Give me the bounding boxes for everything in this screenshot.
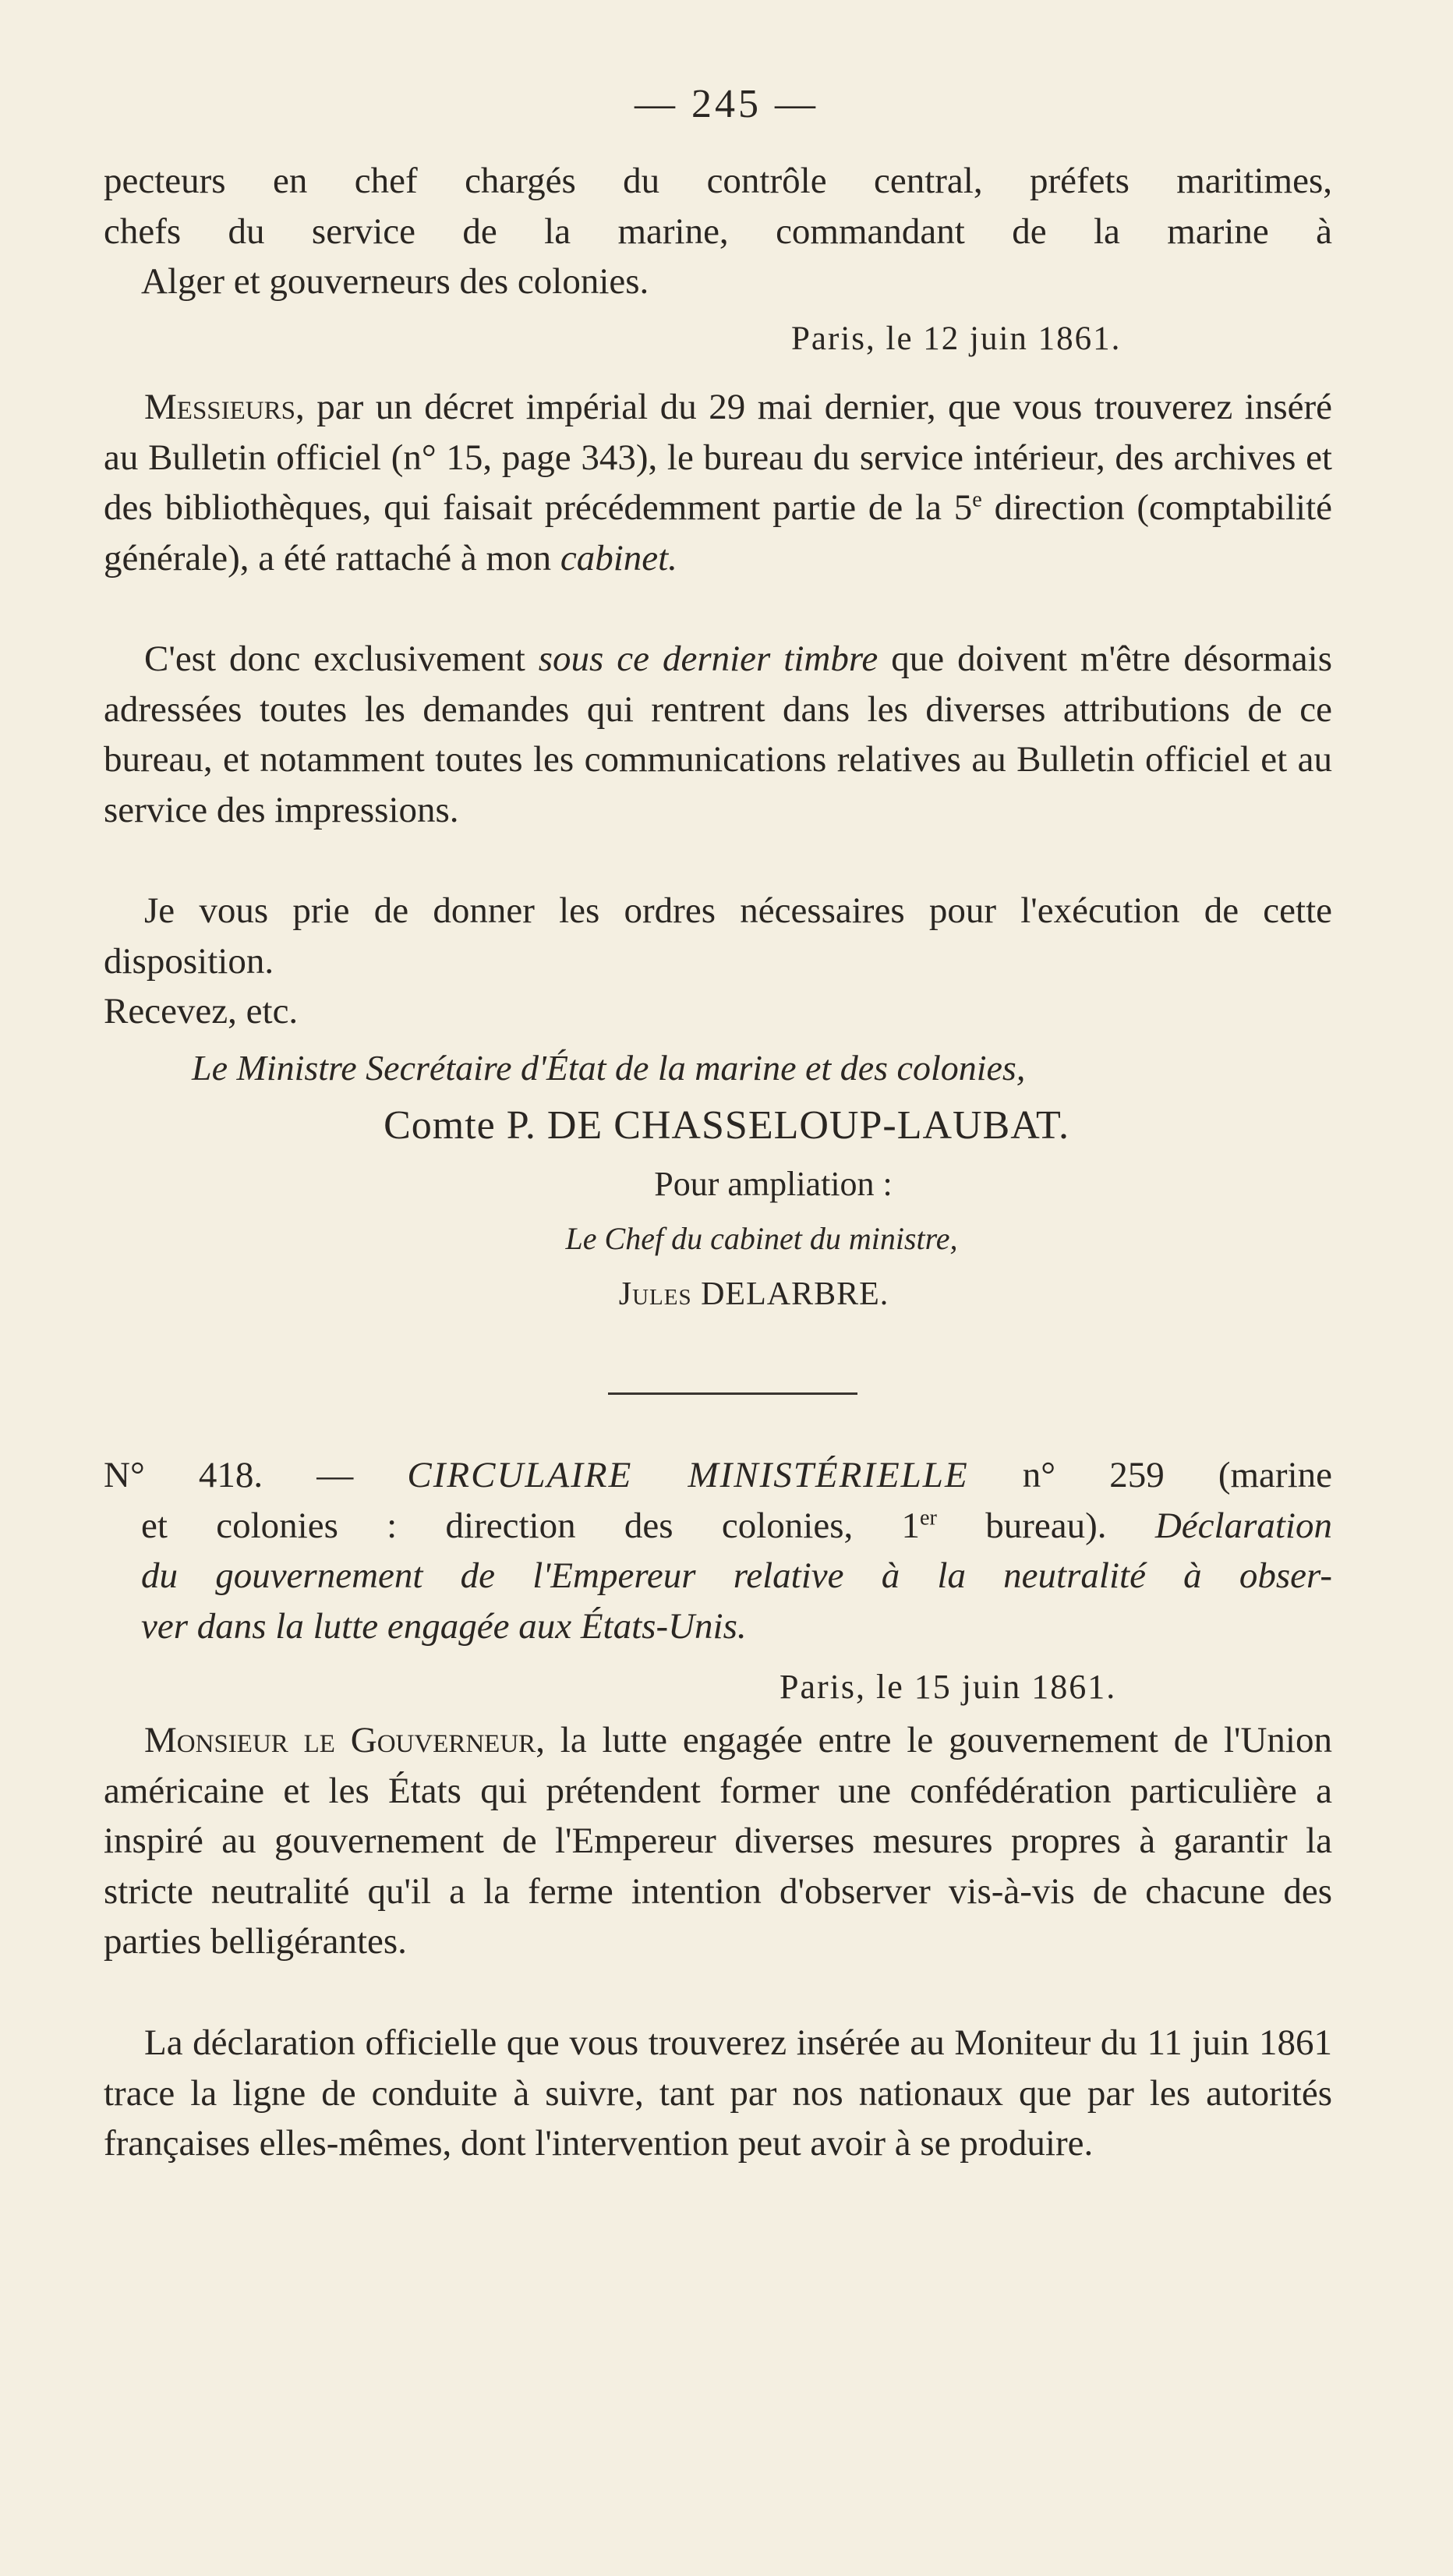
- heading-line: [104, 1501, 1332, 1552]
- paragraph-text: , par un décret impérial du 29 mai dernier, que vous trouverez inséré au Bulletin officiel (n° 15, page 343), le bureau du service intérieur, des archives et des bibliothèques, qui faisait précédemment partie de la 5: [104, 387, 1332, 529]
- circular-heading: [104, 1450, 1332, 1651]
- heading-text: bureau).: [936, 1505, 1155, 1546]
- chef-title: Le Chef du cabinet du ministre,: [565, 1221, 958, 1256]
- intro-line: Alger et gouverneurs des colonies.: [141, 261, 649, 303]
- last-name: DELARBRE.: [701, 1276, 889, 1312]
- paragraph: [104, 634, 1332, 835]
- section-divider: [608, 1392, 857, 1395]
- superscript: er: [920, 1505, 937, 1530]
- heading-text: n° 259 (marine: [968, 1455, 1332, 1495]
- heading-line: ver dans la lutte engagée aux États-Unis.: [141, 1605, 747, 1647]
- heading-line: [104, 1450, 1332, 1501]
- intro-line: pecteurs en chef chargés du contrôle central, préfets maritimes,: [104, 161, 1332, 201]
- superscript: e: [972, 487, 982, 512]
- page-number: — 245 —: [635, 82, 818, 126]
- paragraph: Je vous prie de donner les ordres nécessaires pour l'exécution de cette disposition.: [104, 890, 1332, 982]
- paragraph-text: que doivent m'être désormais adressées toutes les demandes qui rentrent dans les diverses attributions de ce bureau, et notamment toutes les communications relatives au Bulletin officiel et au service des impressions.: [104, 639, 1332, 830]
- paragraph-text: direction (comptabilité générale), a été rattaché à mon: [104, 487, 1332, 579]
- heading-line: du gouvernement de l'Empereur relative à la neutralité à obser-: [141, 1555, 1332, 1597]
- emphasis: cabinet.: [560, 537, 677, 579]
- date-line: Paris, le 12 juin 1861.: [791, 320, 1122, 357]
- heading-title: CIRCULAIRE MINISTÉRIELLE: [407, 1455, 969, 1495]
- heading-number: N° 418. —: [104, 1455, 408, 1495]
- paragraph-text: , la lutte engagée entre le gouvernement de l'Union américaine et les États qui prétendent former une confédération particulière a inspiré au gouvernement de l'Empereur diverses mesures propres à garantir la stricte neutralité qu'il a la ferme intention d'observer vis-à-vis de chacune des parties belligérantes.: [104, 1720, 1332, 1962]
- chef-signature: [0, 1271, 1453, 1318]
- heading-emphasis: Déclaration: [1154, 1505, 1332, 1546]
- salutation: Messieurs: [144, 387, 295, 427]
- emphasis: sous ce dernier timbre: [538, 639, 879, 679]
- minister-title: Le Ministre Secrétaire d'État de la marine et des colonies,: [192, 1048, 1026, 1088]
- minister-name: Comte P. DE CHASSELOUP-LAUBAT.: [384, 1103, 1069, 1148]
- intro-block: [104, 156, 1332, 307]
- heading-text: et colonies : direction des colonies, 1: [141, 1505, 921, 1546]
- intro-line: chefs du service de la marine, commandant de la marine à: [104, 211, 1332, 252]
- first-name: Jules: [618, 1276, 692, 1312]
- paragraph: Recevez, etc.: [104, 991, 299, 1031]
- date-line: Paris, le 15 juin 1861.: [780, 1668, 1117, 1706]
- paragraph: [104, 382, 1332, 583]
- paragraph: [104, 1715, 1332, 1967]
- paragraph: La déclaration officielle que vous trouverez insérée au Moniteur du 11 juin 1861 trace la ligne de conduite à suivre, tant par nos nationaux que par les autorités françaises elles-mêmes, dont l'intervention peut avoir à se produire.: [104, 2022, 1332, 2164]
- salutation: Monsieur le Gouverneur: [144, 1720, 536, 1760]
- paragraph-text: C'est donc exclusivement: [144, 639, 539, 679]
- ampliation-label: Pour ampliation :: [654, 1165, 893, 1203]
